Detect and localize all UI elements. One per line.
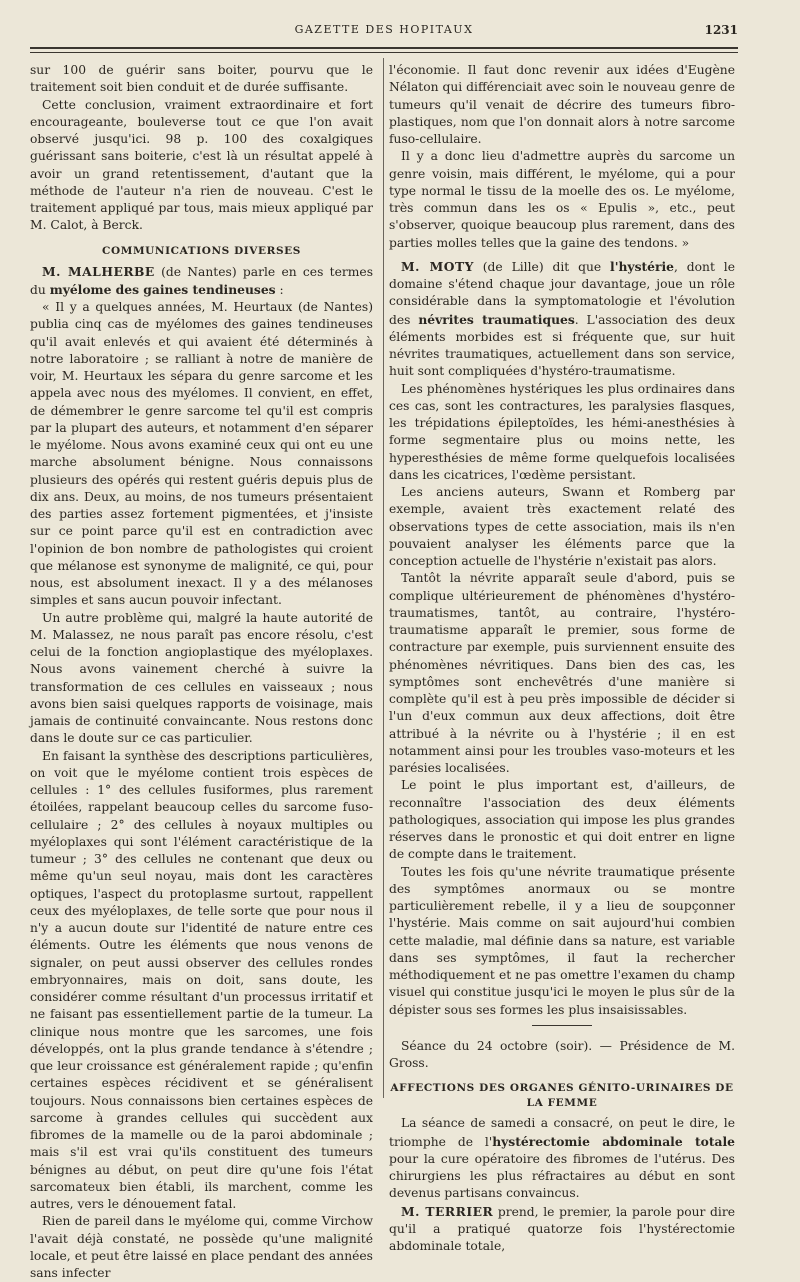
text-run: La séance de samedi a consacré, on peut le dire, le triomphe de l'	[389, 1116, 735, 1149]
session-line: Séance du 24 octobre (soir). — Présidence de M. Gross.	[389, 1038, 735, 1070]
paragraph: l'économie. Il faut donc revenir aux idées d'Eugène Nélaton qui différenciait avec soin le nouveau genre de tumeurs qu'il venait de décrire des tumeurs fibro-plastiques, nom que l'on donnait alors à notre sarcome fuso-cellulaire.	[389, 63, 735, 146]
section-divider	[532, 1025, 592, 1026]
text-run: prend, le premier, la parole pour dire qu'il a pratiqué quatorze fois l'hystérectomie abdominale totale,	[389, 1204, 735, 1253]
topic-bold: myélome des gaines tendineuses	[49, 281, 276, 297]
text-run: :	[275, 282, 284, 297]
text-run: (de Nantes) parle en ces termes du	[30, 264, 374, 297]
section-heading: COMMUNICATIONS DIVERSES	[102, 244, 301, 257]
right-column	[389, 62, 735, 1255]
paragraph	[389, 1203, 735, 1256]
paragraph	[389, 1115, 735, 1202]
paragraph: sur 100 de guérir sans boiter, pourvu que le traitement soit bien conduit et de durée suffisante.	[30, 63, 373, 95]
paragraph: Les anciens auteurs, Swann et Romberg par exemple, avaient très exactement relaté des observations types de cette association, mais ils n'en pouvaient analyser les éléments parce que la conception actuelle de l'hystérie n'existait pas alors.	[389, 485, 735, 568]
section-heading: AFFECTIONS DES ORGANES GÉNITO-URINAIRES DE LA FEMME	[390, 1082, 734, 1110]
paragraph: Rien de pareil dans le myélome qui, comme Virchow l'avait déjà constaté, ne possède qu'une malignité locale, et peut être laissé en place pendant des années sans infecter	[30, 1214, 373, 1280]
paragraph	[30, 263, 373, 300]
text-run: (de Lille) dit que	[473, 259, 611, 274]
left-column	[30, 62, 373, 1282]
paragraph: Un autre problème qui, malgré la haute autorité de M. Malassez, ne nous paraît pas encore résolu, c'est celui de la fonction angioplastique des myéloplaxes. Nous avons vainement cherché à suivre la transformation de ces cellules en vaisseaux ; nous avons bien saisi quelques rapports de voisinage, mais jamais de continuité convaincante. Nous restons donc dans le doute sur ce cas particulier.	[30, 610, 373, 746]
paragraph: Il y a donc lieu d'admettre auprès du sarcome un genre voisin, mais différent, le myélome, qui a pour type normal le tissu de la moelle des os. Le myélome, très commun dans les os « Epulis », etc., peut s'observer, quoique beaucoup plus rarement, dans des parties molles telles que la gaine des tendons. »	[389, 149, 735, 250]
topic-bold: l'hystérie	[610, 258, 674, 274]
page-header	[30, 18, 738, 40]
running-title: GAZETTE DES HOPITAUX	[294, 23, 474, 36]
topic-bold: névrites traumatiques	[418, 311, 575, 327]
header-rule-thin	[30, 52, 738, 53]
paragraph: Tantôt la névrite apparaît seule d'abord, puis se complique ultérieurement de phénomènes d'hystéro-traumatismes, tantôt, au contraire, l'hystéro-traumatisme apparaît le premier, sous forme de contracture par exemple, puis surviennent ensuite des phénomènes névritiques. Dans bien des cas, les symptômes sont enchevêtrés d'une manière si complète qu'il est à peu près impossible de décider si l'un d'eux commun aux deux affections, doit être attribué à la névrite ou à l'hystérie ; il en est notamment ainsi pour les troubles vaso-moteurs et les parésies localisées.	[389, 571, 735, 775]
paragraph: Cette conclusion, vraiment extraordinaire et fort encourageante, bouleverse tout ce que l'on avait observé jusqu'ici. 98 p. 100 des coxalgiques guérissant sans boiterie, c'est là un résultat appelé à avoir un grand retentissement, d'autant que la méthode de l'auteur n'a rien de nouveau. C'est le traitement appliqué par tous, mais mieux appliqué par M. Calot, à Berck.	[30, 97, 373, 233]
page-number: 1231	[704, 23, 738, 37]
paragraph: En faisant la synthèse des descriptions particulières, on voit que le myélome contient trois espèces de cellules : 1° des cellules fusiformes, plus rarement étoilées, rappelant beaucoup celles du sarcome fuso-cellulaire ; 2° des cellules à noyaux multiples ou myéloplaxes qui sont l'élément caractéristique de la tumeur ; 3° des cellules ne contenant que deux ou même qu'un seul noyau, mais dont les caractères optiques, l'aspect du protoplasme surtout, rappellent ceux des myéloplaxes, de telle sorte que pour nous il n'y a aucun doute sur l'identité de nature entre ces éléments. Outre les éléments que nous venons de signaler, on peut aussi observer des cellules rondes embryonnaires, mais on doit, sans doute, les considérer comme résultant d'un processus irritatif et ne faisant pas essentiellement partie de la tumeur. La clinique nous montre que les sarcomes, une fois développés, ont la plus grande tendance à s'étendre ; que leur croissance est généralement rapide ; qu'enfin certaines espèces récidivent et se généralisent toujours. Nous connaissons bien certaines espèces de sarcome à grandes cellules qui succèdent aux fibromes de la mamelle ou de la paroi abdominale ; mais s'il est vrai qu'ils constituent des tumeurs bénignes au début, on peut dire qu'une fois l'état sarcomateux bien établi, ils marchent, comme les autres, vers le dénouement fatal.	[30, 748, 373, 1211]
speaker-name: M. MALHERBE	[42, 263, 155, 279]
paragraph	[389, 258, 735, 381]
text-run: . L'association des deux éléments morbides est si fréquente que, sur huit névrites traumatiques, actuellement dans son service, huit sont compliquées d'hystéro-traumatisme.	[389, 312, 736, 379]
topic-bold: hystérectomie abdominale totale	[492, 1133, 735, 1149]
column-separator	[383, 58, 384, 1098]
text-run: , dont le domaine s'étend chaque jour davantage, joue un rôle considérable dans la symptomatologie et l'évolution des	[389, 259, 735, 327]
paragraph: Les phénomènes hystériques les plus ordinaires dans ces cas, sont les contractures, les paralysies flasques, les trépidations épileptoïdes, les hémi-anesthésies à forme segmentaire plus ou moins nette, les hyperesthésies de même forme quelquefois localisées dans les cicatrices, l'œdème persistant.	[389, 381, 735, 482]
text-run: pour la cure opératoire des fibromes de l'utérus. Des chirurgiens les plus réfractaires au début en sont devenus partisans convaincus.	[389, 1151, 735, 1201]
paragraph: Toutes les fois qu'une névrite traumatique présente des symptômes anormaux ou se montre particulièrement rebelle, il y a lieu de soupçonner l'hystérie. Mais comme on sait aujourd'hui combien cette maladie, mal définie dans sa nature, est variable dans ses symptômes, il faut la rechercher méthodiquement et ne pas omettre l'examen du champ visuel qui constitue jusqu'ici le moyen le plus sûr de la dépister sous ses formes les plus insaisissables.	[389, 864, 735, 1017]
header-rule	[30, 47, 738, 49]
speaker-name: M. TERRIER	[401, 1203, 494, 1219]
paragraph: Le point le plus important est, d'ailleurs, de reconnaître l'association des deux éléments pathologiques, association qui impose les plus grandes réserves dans le pronostic et qui doit entrer en ligne de compte dans le traitement.	[389, 778, 735, 862]
speaker-name: M. MOTY	[401, 258, 474, 274]
paragraph: « Il y a quelques années, M. Heurtaux (de Nantes) publia cinq cas de myélomes des gaines tendineuses qu'il avait enlevés et qui avaient été déterminés à notre laboratoire ; se ralliant à notre de manière de voir, M. Heurtaux les sépara du genre sarcome et les appela avec nous des myélomes. Il convient, en effet, de démembrer le genre sarcome tel qu'il est compris par la plupart des auteurs, et notamment d'en séparer le myélome. Nous avons examiné ceux qui ont eu une marche absolument bénigne. Nous connaissons plusieurs des opérés qui restent guéris depuis plus de dix ans. Deux, au moins, de nos tumeurs présentaient des parties assez fortement pigmentées, et j'insiste sur ce point parce qu'il est en contradiction avec l'opinion de bon nombre de pathologistes qui croient que mélanose est synonyme de malignité, ce qui, pour nous, est absolument inexact. Il y a des mélanoses simples et sans aucun pouvoir infectant.	[30, 300, 373, 608]
